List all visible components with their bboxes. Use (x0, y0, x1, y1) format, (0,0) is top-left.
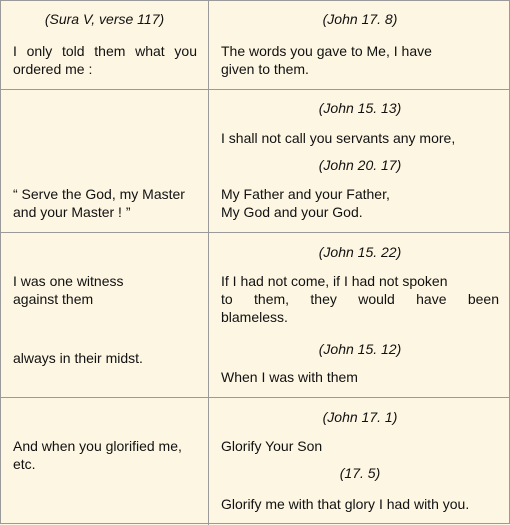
row-divider-3 (1, 397, 510, 398)
row3-right-line1: If I had not come, if I had not spoken (221, 273, 448, 289)
row1-left-line2: ordered me : (13, 61, 93, 77)
row3-right-text2: When I was with them (221, 369, 358, 385)
row2-right-text1: I shall not call you servants any more, (221, 130, 456, 146)
row1-right-line1: The words you gave to Me, I have (221, 43, 432, 59)
row4-left-line1: And when you glorified me, (13, 438, 182, 454)
row2-right-line1: My Father and your Father, (221, 186, 390, 202)
row1-left-line1: I only told them what you (13, 43, 197, 59)
row4-right-text2: Glorify me with that glory I had with you. (221, 496, 470, 512)
column-divider (208, 1, 209, 525)
row3-right-reference-1: (John 15. 22) (318, 244, 402, 260)
row-divider-1 (1, 89, 510, 90)
row3-left-line3: always in their midst. (13, 350, 143, 366)
row3-right-line3: blameless. (221, 309, 288, 325)
row-divider-2 (1, 232, 510, 233)
row3-right-reference-2: (John 15. 12) (318, 341, 402, 357)
row3-right-line2: to them, they would have been (221, 291, 499, 307)
row2-left-line1: “ Serve the God, my Master (13, 186, 185, 202)
row2-right-line2: My God and your God. (221, 204, 363, 220)
row3-left-line1: I was one witness (13, 273, 124, 289)
row1-left-reference: (Sura V, verse 117) (44, 11, 165, 27)
row4-right-reference-2: (17. 5) (339, 465, 381, 481)
row1-right-reference: (John 17. 8) (322, 11, 398, 27)
row4-left-line2: etc. (13, 456, 36, 472)
row4-right-text1: Glorify Your Son (221, 438, 323, 454)
row2-right-reference-2: (John 20. 17) (318, 157, 402, 173)
row2-right-reference-1: (John 15. 13) (318, 100, 402, 116)
row4-right-reference-1: (John 17. 1) (322, 409, 398, 425)
row2-left-line2: and your Master ! ” (13, 204, 131, 220)
row1-right-line2: given to them. (221, 61, 309, 77)
row3-left-line2: against them (13, 291, 94, 307)
